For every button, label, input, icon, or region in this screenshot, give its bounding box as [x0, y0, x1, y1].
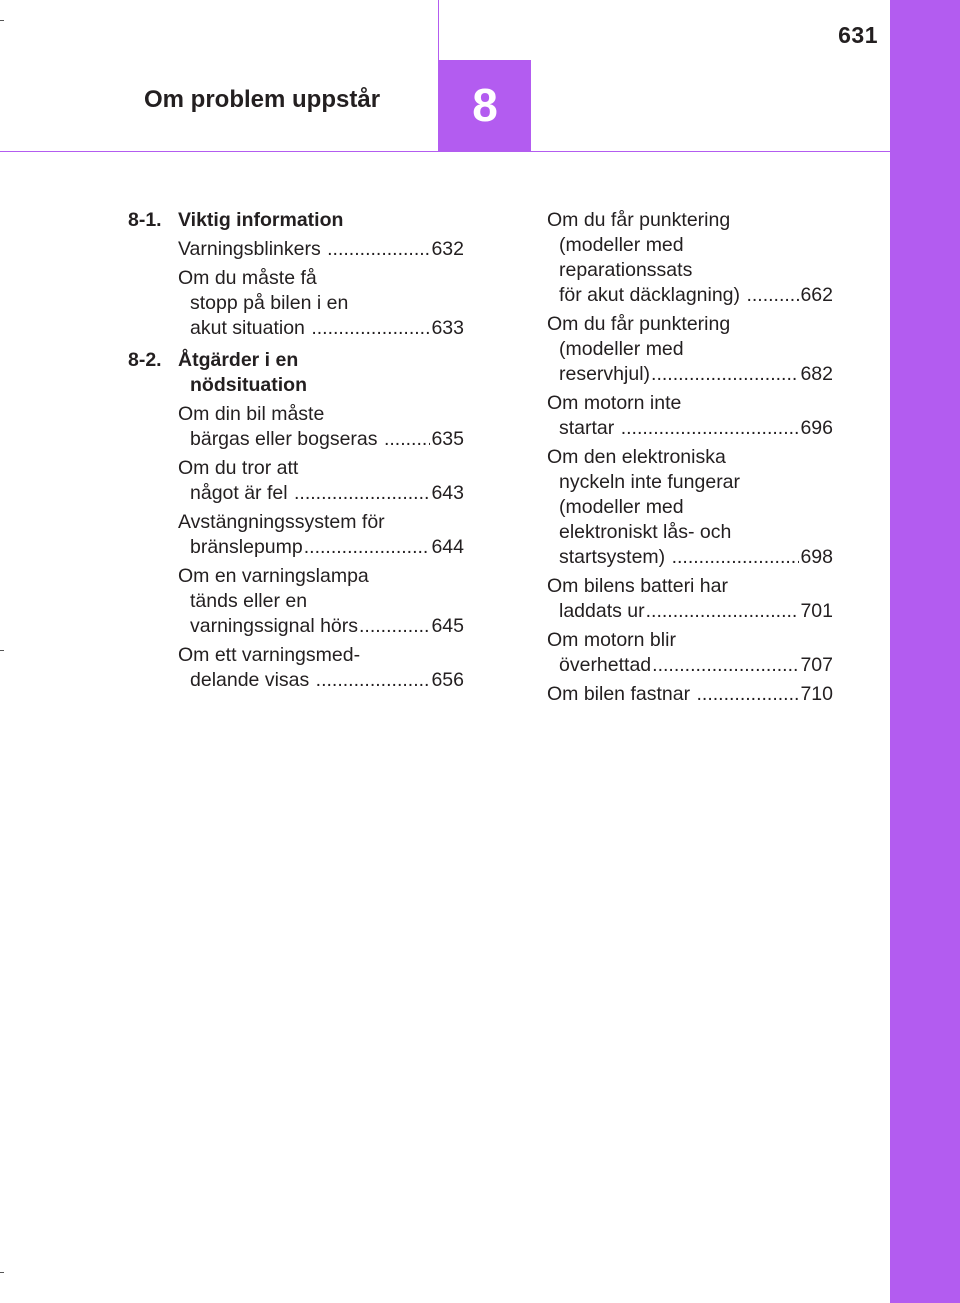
toc-entry-title [547, 391, 833, 416]
dot-leader [696, 682, 799, 707]
toc-entry[interactable] [547, 682, 833, 707]
section-number: 8-2. [128, 349, 162, 371]
toc-entry-leader-line [547, 653, 833, 678]
toc-entry-label: något är fel [190, 482, 293, 504]
toc-entry-leader-line [547, 362, 833, 387]
toc-page-number: 632 [431, 238, 464, 260]
toc-entry[interactable] [547, 445, 833, 570]
section-title-line: nödsituation [190, 374, 307, 396]
toc-entry-label: för akut däcklagning) [559, 284, 746, 306]
toc-entry-line: Om du tror att [178, 457, 299, 479]
section-title-line: Åtgärder i en [178, 349, 299, 371]
toc-entry-title [547, 628, 833, 653]
section-entries [128, 402, 464, 693]
toc-entry[interactable] [178, 456, 464, 506]
toc-section-heading[interactable] [128, 208, 464, 233]
toc-entry-title [547, 574, 833, 599]
toc-entry-leader-line [178, 668, 464, 693]
toc-entry-label: akut situation [190, 317, 311, 339]
chapter-side-tab [890, 0, 960, 1303]
toc-entry-leader-line [547, 283, 833, 308]
toc-entry[interactable] [547, 391, 833, 441]
toc-entry-label: delande visas [190, 669, 315, 691]
toc-entry-label: bärgas eller bogseras [190, 428, 383, 450]
toc-entry-label: Varningsblinkers [178, 238, 327, 260]
dot-leader [621, 416, 800, 441]
toc-entry-title [178, 643, 464, 668]
toc-entry[interactable] [547, 574, 833, 624]
toc-entry-leader-line [178, 316, 464, 341]
toc-entry-title [178, 402, 464, 427]
toc-entry-line: tänds eller en [190, 590, 308, 612]
crop-mark [0, 650, 4, 651]
toc-entry-label: överhettad [559, 654, 652, 676]
dot-leader [327, 237, 430, 262]
crop-mark [0, 20, 4, 21]
chapter-number-box: 8 [439, 60, 531, 151]
page-number: 631 [838, 22, 878, 48]
toc-entry[interactable] [547, 628, 833, 678]
toc-entry-title [178, 266, 464, 316]
toc-entry-line: Om du får punktering [547, 209, 731, 231]
toc-entry[interactable] [178, 266, 464, 341]
toc-page-number: 696 [800, 417, 833, 439]
toc-page-number: 645 [431, 615, 464, 637]
toc-entry-line: (modeller med [559, 496, 684, 518]
toc-page-number: 635 [431, 428, 464, 450]
toc-entry-line: Om en varningslampa [178, 565, 369, 587]
toc-entry-title [547, 208, 833, 283]
toc-entry-leader-line [178, 237, 464, 262]
toc-entry-line: Om den elektroniska [547, 446, 726, 468]
toc-entry-line: Om du får punktering [547, 313, 731, 335]
dot-leader [359, 614, 430, 639]
toc-entry-line: reparationssats [559, 259, 693, 281]
toc-entry-line: Om bilens batteri har [547, 575, 728, 597]
section-entries [128, 237, 464, 341]
toc-page-number: 643 [431, 482, 464, 504]
dot-leader [652, 653, 799, 678]
dot-leader [646, 599, 800, 624]
toc-entry-line: nyckeln inte fungerar [559, 471, 741, 493]
dot-leader [672, 545, 800, 570]
toc-entry-label: startar [559, 417, 620, 439]
dot-leader [304, 535, 431, 560]
section-number: 8-1. [128, 209, 162, 231]
toc-entry-label: reservhjul) [559, 363, 651, 385]
toc-entry[interactable] [547, 312, 833, 387]
toc-entry-line: (modeller med [559, 338, 684, 360]
toc-page-number: 698 [800, 546, 833, 568]
toc-entry-leader-line [547, 545, 833, 570]
header-divider [0, 151, 890, 152]
toc-entry[interactable] [178, 237, 464, 262]
dot-leader [316, 668, 431, 693]
toc-page-number: 644 [431, 536, 464, 558]
toc-page-number: 662 [800, 284, 833, 306]
dot-leader [651, 362, 799, 387]
toc-entry-line: elektroniskt lås- och [559, 521, 732, 543]
toc-entry-label: startsystem) [559, 546, 671, 568]
crop-mark [0, 1272, 4, 1273]
toc-entry-label: bränslepump [190, 536, 303, 558]
toc-entry-title [547, 445, 833, 545]
toc-entry-title [178, 456, 464, 481]
section-title [178, 208, 343, 233]
toc-entry-line: Om din bil måste [178, 403, 325, 425]
chapter-title: Om problem uppstår [144, 86, 381, 113]
toc-entry-leader-line [547, 682, 833, 707]
toc-entry[interactable] [178, 564, 464, 639]
toc-entry[interactable] [178, 643, 464, 693]
toc-entry-leader-line [178, 614, 464, 639]
toc-entry-label: varningssignal hörs [190, 615, 359, 637]
toc-page-number: 633 [431, 317, 464, 339]
dot-leader [384, 427, 431, 452]
toc-entry-line: Om du måste få [178, 267, 317, 289]
toc-entry-title [547, 312, 833, 362]
toc-entry-leader-line [178, 481, 464, 506]
toc-entry-title [178, 564, 464, 614]
toc-entry[interactable] [178, 510, 464, 560]
toc-page-number: 682 [800, 363, 833, 385]
dot-leader [746, 283, 799, 308]
dot-leader [294, 481, 430, 506]
dot-leader [311, 316, 430, 341]
toc-section-heading[interactable] [128, 348, 464, 398]
toc-entry[interactable] [178, 402, 464, 452]
toc-entry-line: Avstängningssystem för [178, 511, 385, 533]
toc-entry-leader-line [178, 535, 464, 560]
toc-entry-title [178, 510, 464, 535]
toc-entry-label: laddats ur [559, 600, 645, 622]
toc-entry-leader-line [547, 599, 833, 624]
toc-entry-line: stopp på bilen i en [190, 292, 349, 314]
toc-entry-line: Om motorn blir [547, 629, 676, 651]
toc-entry-leader-line [547, 416, 833, 441]
toc-page-number: 701 [800, 600, 833, 622]
toc-entry-line: Om ett varningsmed- [178, 644, 361, 666]
toc-entry-line: Om motorn inte [547, 392, 682, 414]
toc-entry-leader-line [178, 427, 464, 452]
toc-page-number: 707 [800, 654, 833, 676]
section-title-line: Viktig information [178, 209, 344, 231]
toc-left-column [128, 208, 464, 697]
toc-right-column [547, 208, 833, 711]
toc-page-number: 656 [431, 669, 464, 691]
toc-entry[interactable] [547, 208, 833, 308]
toc-entry-label: Om bilen fastnar [547, 683, 696, 705]
section-title [178, 348, 307, 398]
toc-page-number: 710 [800, 683, 833, 705]
toc-entry-line: (modeller med [559, 234, 684, 256]
